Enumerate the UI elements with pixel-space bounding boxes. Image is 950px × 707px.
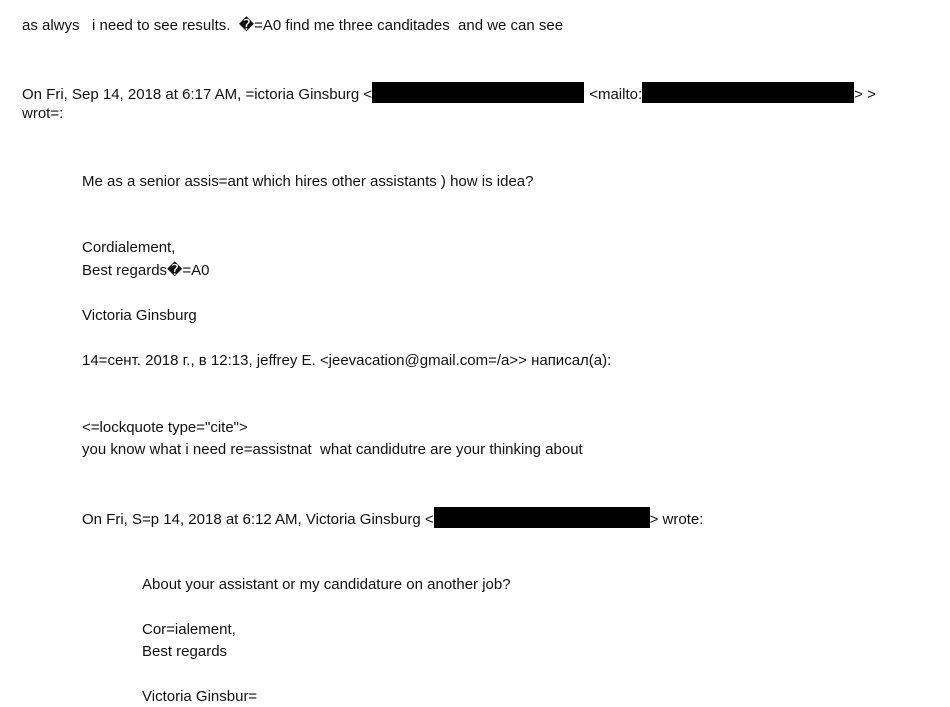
quote-header-1-wrap: wrot=: [22,105,64,122]
blockquote-body: you know what i need re=assistnat what candidutre are your thinking about [82,441,583,458]
quote-header-1-suffix: > > [854,86,876,103]
reply-2-closing-1: Cor=ialement, [142,621,236,638]
russian-quote-header: 14=сент. 2018 г., в 12:13, jeffrey E. <jeevacation@gmail.com=/a>> написал(а): [82,352,612,369]
reply-2-closing-2: Best regards [142,643,228,660]
redacted-email-3 [434,507,650,528]
reply-1-signature: Victoria Ginsburg [82,307,197,324]
quote-header-2-prefix: On Fri, S=p 14, 2018 at 6:12 AM, Victoria Ginsburg < [82,511,434,528]
quote-header-2-suffix: > wrote: [649,511,704,528]
redacted-email-1 [372,82,584,103]
reply-2-body: About your assistant or my candidature on another job? [142,576,511,593]
reply-2-signature: Victoria Ginsbur= [142,688,258,705]
top-message: as alwys i need to see results. �=A0 find me three canditades and we can see [22,17,564,34]
reply-1-closing-1: Cordialement, [82,239,176,256]
blockquote-tag: <=lockquote type="cite"> [82,419,248,436]
quote-header-1-prefix: On Fri, Sep 14, 2018 at 6:17 AM, =ictoria Ginsburg < [22,86,373,103]
quote-header-2 [82,507,703,530]
quote-header-1-mailto: <mailto: [589,86,643,103]
quote-header-1 [22,82,876,105]
redacted-email-2 [642,82,854,103]
reply-1-body: Me as a senior assis=ant which hires other assistants ) how is idea? [82,173,534,190]
reply-1-closing-2: Best regards�=A0 [82,262,210,279]
